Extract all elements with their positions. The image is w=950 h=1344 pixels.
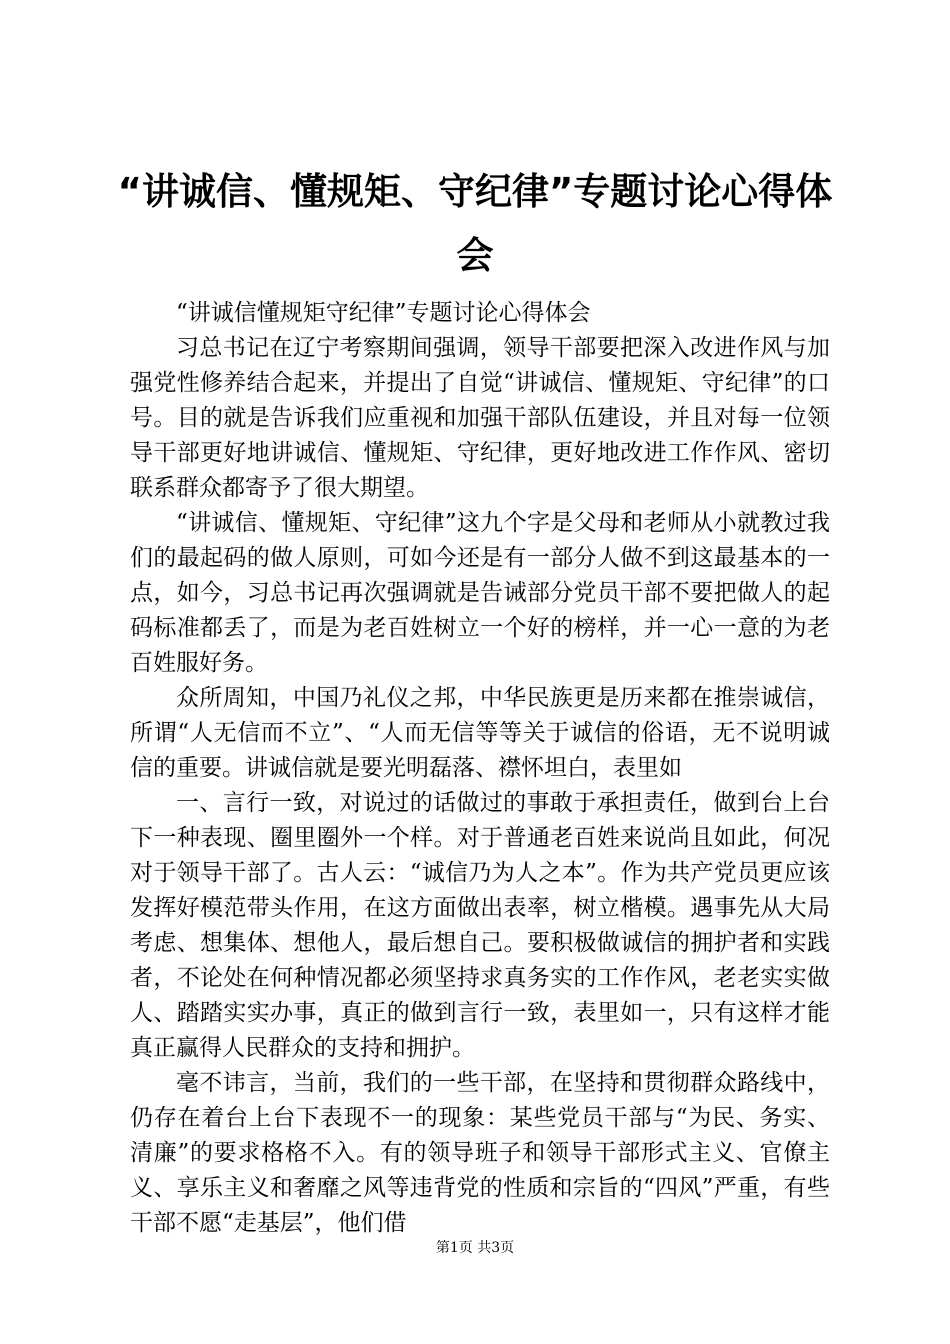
- document-body: [130, 296, 830, 1241]
- paragraph: 毫不讳言，当前，我们的一些干部，在坚持和贯彻群众路线中，仍存在着台上台下表现不一的现象：某些党员干部与“为民、务实、清廉”的要求格格不入。有的领导班子和领导干部形式主义、官僚主义、享乐主义和奢靡之风等违背党的性质和宗旨的“四风”严重，有些干部不愿“走基层”，他们借: [130, 1070, 830, 1236]
- document-title: “讲诚信、懂规矩、守纪律”专题讨论心得体会: [117, 170, 833, 277]
- page-number-footer: 第1页 共3页: [435, 1240, 515, 1256]
- paragraph: 一、言行一致，对说过的话做过的事敢于承担责任，做到台上台下一种表现、圈里圈外一个样。对于普通老百姓来说尚且如此，何况对于领导干部了。古人云：“诚信乃为人之本”。作为共产党员更应该发挥好模范带头作用，在这方面做出表率，树立楷模。遇事先从大局考虑、想集体、想他人，最后想自己。要积极做诚信的拥护者和实践者，不论处在何种情况都必须坚持求真务实的工作作风，老老实实做人、踏踏实实办事，真正的做到言行一致，表里如一，只有这样才能真正赢得人民群众的支持和拥护。: [130, 790, 830, 1061]
- paragraph-subtitle: “讲诚信懂规矩守纪律”专题讨论心得体会: [176, 300, 591, 326]
- paragraph: “讲诚信、懂规矩、守纪律”这九个字是父母和老师从小就教过我们的最起码的做人原则，可如今还是有一部分人做不到这最基本的一点，如今，习总书记再次强调就是告诫部分党员干部不要把做人的起码标准都丢了，而是为老百姓树立一个好的榜样，并一心一意的为老百姓服好务。: [130, 510, 830, 676]
- paragraph: 习总书记在辽宁考察期间强调，领导干部要把深入改进作风与加强党性修养结合起来，并提出了自觉“讲诚信、懂规矩、守纪律”的口号。目的就是告诉我们应重视和加强干部队伍建设，并且对每一位领导干部更好地讲诚信、懂规矩、守纪律，更好地改进工作作风、密切联系群众都寄予了很大期望。: [130, 335, 830, 501]
- paragraph: 众所周知，中国乃礼仪之邦，中华民族更是历来都在推崇诚信，所谓“人无信而不立”、“人而无信等等关于诚信的俗语，无不说明诚信的重要。讲诚信就是要光明磊落、襟怀坦白，表里如: [130, 685, 830, 781]
